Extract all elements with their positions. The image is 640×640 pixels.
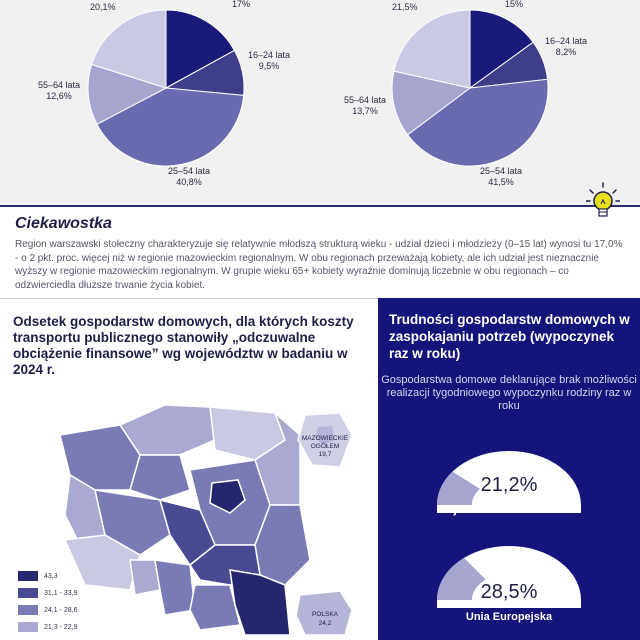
right-panel [378,298,640,640]
pie-right-label-55-64: 55–64 lata 13,7% [344,95,387,116]
gauge-caption: Unia Europejska [465,611,553,623]
right-panel-subtitle: Gospodarstwa domowe deklarujące brak możliwości realizacji tygodniowego wypoczynku rodziny raz w roku [381,374,637,412]
legend-item: 43,3 [18,571,58,581]
pie-left-label-0-15: 17% [232,0,251,9]
legend-swatch [18,605,38,615]
pie-left-label-65: 20,1% [90,2,116,12]
legend-item: 31,1 - 33,9 [18,588,77,598]
region-slaskie [155,560,195,615]
polska-inset-label: POLSKA 24,2 [311,611,338,627]
legend-item: 24,1 - 28,6 [18,605,77,615]
pie-right-label-65: 21,5% [392,2,418,12]
gauge-caption: województwo mazowieckie [438,504,580,516]
poland-map [0,395,360,640]
section-divider [0,205,640,207]
legend-swatch [18,588,38,598]
gauge-value: 21,2% [480,474,538,496]
right-panel-title: Trudności gospodarstw domowych w zaspokajaniu potrzeb (wypoczynek raz w roku) [389,312,630,361]
region-kujawsko-pomorskie [130,455,190,500]
pie-section [0,0,640,205]
pie-left-label-16-24: 16–24 lata 9,5% [248,50,291,71]
legend-item: 21,3 - 22,9 [18,622,77,632]
pie-right-label-25-54: 25–54 lata 41,5% [480,166,523,187]
legend-swatch [18,571,38,581]
mazowieckie-inset-label: MAZOWIECKIE OGÓŁEM 19,7 [301,435,349,458]
map-title: Odsetek gospodarstw domowych, dla których koszty transportu publicznego stanowiły „odczuwalne obciążenie finansowe” wg województw w badaniu w 2024 r. [13,314,354,377]
pie-right-label-0-15: 15% [505,0,524,9]
pie-left-label-25-54: 25–54 lata 40,8% [168,166,211,187]
gauge-value: 28,5% [480,581,538,603]
lightbulb-icon [586,182,620,222]
legend-swatch [18,622,38,632]
pie-right-label-16-24: 16–24 lata 8,2% [545,36,588,57]
pie-left-label-55-64: 55–64 lata 12,6% [38,80,81,101]
tip-body: Region warszawski stołeczny charakteryzuje się relatywnie młodszą strukturą wieku - udział dzieci i młodzieży (0–15 lat) wynosi tu 17,0% - o 2 pkt. proc. więcej niż w regionie mazowieckim regionalnym. W obu regionach przeważają kobiety, ale ich udział jest nieznacznie wyższy w regionie mazowieckim regionalnym. W grupie wieku 65+ kobiety wyraźnie dominują liczebnie w obu regionach – co odzwierciedla dłuższe trwanie życia kobiet. [15,239,623,291]
tip-title: Ciekawostka [15,215,112,232]
pie-chart-left [0,0,320,205]
